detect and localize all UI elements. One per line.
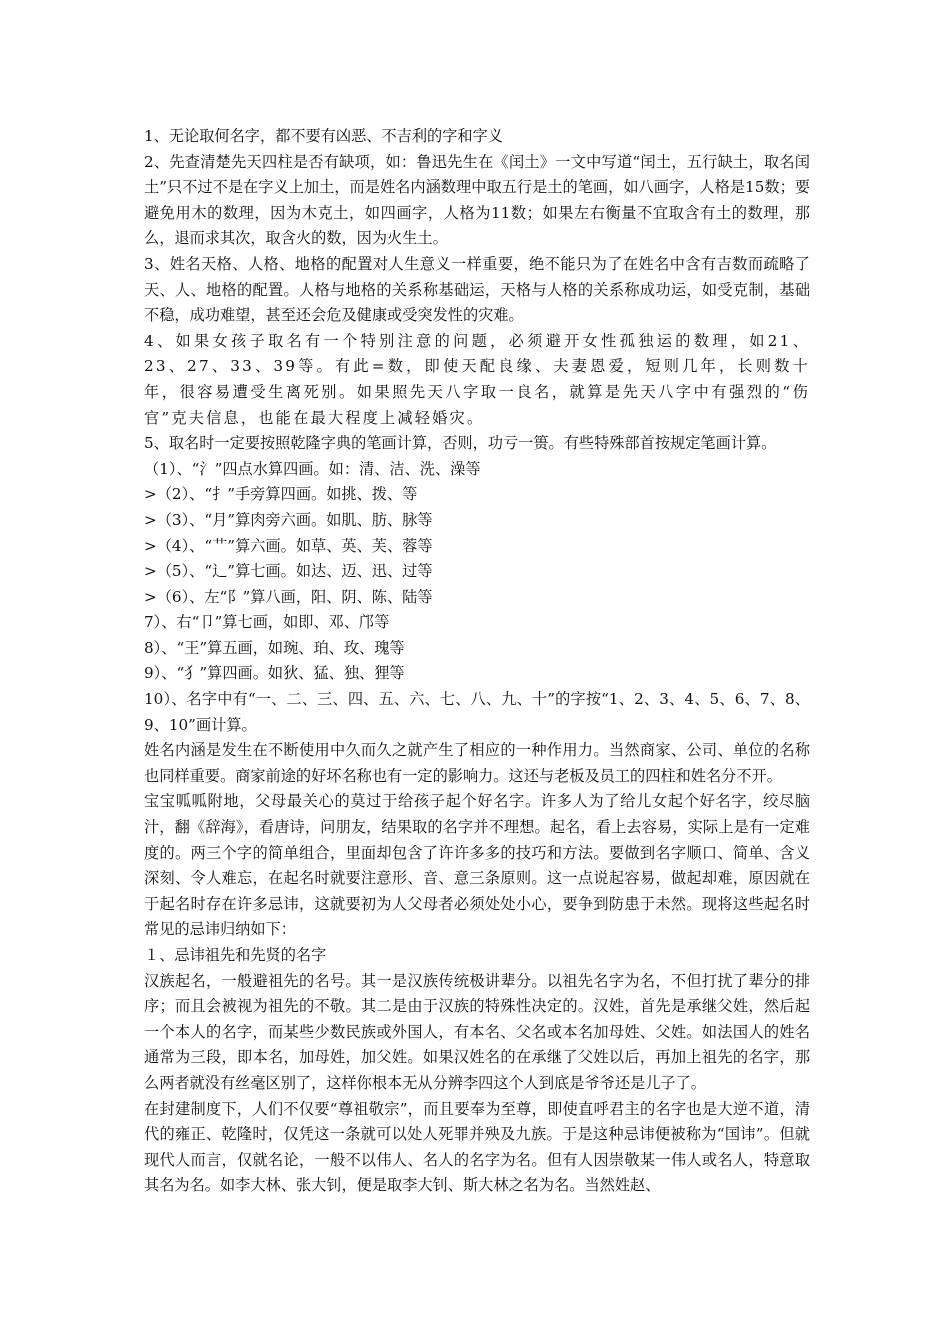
list-item-radical-3: >（3）、“月”算肉旁六画。如肌、肪、脉等 <box>144 510 433 529</box>
list-item-radical-7: 7）、右“卩”算七画，如即、邓、邝等 <box>144 613 390 632</box>
paragraph-rule-3: 3、姓名天格、人格、地格的配置对人生意义一样重要，绝不能只为了在姓名中含有吉数而疏略了天、人、地格的配置。人格与地格的关系称基础运，天格与人格的关系称成功运，如受克制，基础不稳，成功难望，甚至还会危及健康或受突发性的灾难。 <box>144 254 810 325</box>
list-item-radical-5: >（5）、“辶”算七画。如达、迈、迅、过等 <box>144 562 433 581</box>
document-body <box>144 124 810 1199</box>
section-heading-taboo-1: １、忌讳祖先和先贤的名字 <box>144 946 327 964</box>
list-item-radical-6: >（6）、左“阝”算八画，阳、阴、陈、陆等 <box>144 587 433 606</box>
paragraph-name-connotation: 姓名内涵是发生在不断使用中久而久之就产生了相应的一种作用力。当然商家、公司、单位的名称也同样重要。商家前途的好坏名称也有一定的影响力。这还与老板及员工的四柱和姓名分不开。 <box>144 741 810 785</box>
list-item-radical-10: 10）、名字中有“一、二、三、四、五、六、七、八、九、十”的字按“1、2、3、4、5、6、7、8、9、10”画计算。 <box>144 690 810 734</box>
paragraph-feudal-taboo: 在封建制度下，人们不仅要“尊祖敬宗”，而且要奉为至尊，即使直呼君主的名字也是大逆不道，清代的雍正、乾隆时，仅凭这一条就可以处人死罪并殃及九族。于是这种忌讳便被称为“国讳”。但就现代人而言，仅就名论，一般不以伟人、名人的名字为名。但有人因崇敬某一伟人或名人，特意取其名为名。如李大林、张大钊，便是取李大钊、斯大林之名为名。当然姓赵、 <box>144 1099 810 1195</box>
list-item-radical-8: 8）、“王”算五画，如琬、珀、玫、瑰等 <box>144 638 405 657</box>
paragraph-rule-5: 5、取名时一定要按照乾隆字典的笔画计算，否则，功亏一篑。有些特殊部首按规定笔画计算。 <box>144 434 777 453</box>
paragraph-naming-intro: 宝宝呱呱附地，父母最关心的莫过于给孩子起个好名字。许多人为了给儿女起个好名字，绞尽脑汁，翻《辞海》，看唐诗，问朋友，结果取的名字并不理想。起名，看上去容易，实际上是有一定难度的。两三个字的简单组合，里面却包含了许许多多的技巧和方法。要做到名字顺口、简单、含义深刻、令人难忘，在起名时就要注意形、音、意三条原则。这一点说起容易，做起却难，原因就在于起名时存在许多忌讳，这就要初为人父母者必须处处小心，要争到防患于未然。现将这些起名时常见的忌讳归纳如下： <box>144 792 810 939</box>
list-item-radical-2: >（2）、“扌”手旁算四画。如挑、拨、等 <box>144 485 418 504</box>
paragraph-rule-1: 1、无论取何名字，都不要有凶恶、不吉利的字和字义 <box>144 127 503 145</box>
paragraph-rule-2: 2、先查清楚先天四柱是否有缺项，如：鲁迅先生在《闰土》一文中写道“闰土，五行缺土，取名闰土”只不过不是在字义上加土，而是姓名内涵数理中取五行是土的笔画，如八画字，人格是15数；要避免用木的数理，因为木克土，如四画字，人格为11数；如果左右衡量不宜取含有土的数理，那么，退而求其次，取含火的数，因为火生土。 <box>144 152 810 248</box>
list-item-radical-1: （1）、“氵”四点水算四画。如：清、洁、洗、澡等 <box>144 459 481 478</box>
paragraph-ancestor-names: 汉族起名，一般避祖先的名号。其一是汉族传统极讲辈分。以祖先名字为名，不但打扰了辈分的排序；而且会被视为祖先的不敬。其二是由于汉族的特殊性决定的。汉姓，首先是承继父姓，然后起一个本人的名字，而某些少数民族或外国人，有本名、父名或本名加母姓、父姓。如法国人的姓名通常为三段，即本名，加母姓，加父姓。如果汉姓名的在承继了父姓以后，再加上祖先的名字，那么两者就没有丝毫区别了，这样你根本无从分辨李四这个人到底是爷爷还是儿子了。 <box>144 971 810 1092</box>
list-item-radical-9: 9）、“犭”算四画。如狄、猛、独、狸等 <box>144 664 405 683</box>
list-item-radical-4: >（4）、“艹”算六画。如草、英、芙、蓉等 <box>144 536 433 555</box>
paragraph-rule-4: 4、如果女孩子取名有一个特别注意的问题，必须避开女性孤独运的数理，如21、23、27、33、39等。有此=数，即使天配良缘、夫妻恩爱，短则几年，长则数十年，很容易遭受生离死别。如果照先天八字取一良名，就算是先天八字中有强烈的“伤官”克夫信息，也能在最大程度上减轻婚灾。 <box>144 331 810 427</box>
